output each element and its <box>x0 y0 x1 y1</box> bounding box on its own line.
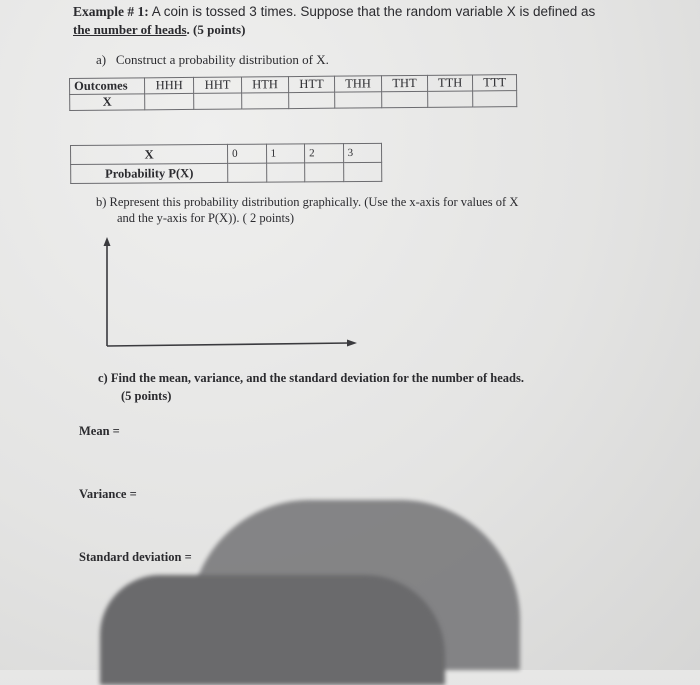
outcome-cell: HHH <box>145 77 194 93</box>
outcomes-header: Outcomes <box>70 78 145 95</box>
outcome-cell: HHT <box>194 77 242 93</box>
x-value-cell[interactable] <box>194 93 242 109</box>
outcome-cell: TTH <box>427 75 473 91</box>
probability-cell[interactable] <box>228 163 267 182</box>
probability-row <box>71 162 382 183</box>
x-value-cell[interactable] <box>427 91 473 107</box>
probability-cell[interactable] <box>343 162 382 181</box>
x-cell: 2 <box>304 144 343 163</box>
variance-label: Variance = <box>79 487 137 501</box>
problem-title: Example # 1: A coin is tossed 3 times. Suppose that the random variable X is defined as <box>73 4 596 19</box>
mean-label: Mean = <box>79 424 120 438</box>
hand-shadow-lower <box>100 575 445 685</box>
x-value-cell[interactable] <box>473 91 517 107</box>
x-cell: 0 <box>227 144 266 163</box>
x-header: X <box>71 144 228 164</box>
probability-cell[interactable] <box>305 163 344 182</box>
probability-table <box>70 143 382 184</box>
graph-axes <box>95 232 365 354</box>
probability-header: Probability P(X) <box>71 163 228 183</box>
outcomes-table <box>69 74 517 111</box>
outcome-cell: HTT <box>289 76 335 92</box>
outcome-cell: TTT <box>473 75 517 91</box>
x-values-row <box>70 91 517 111</box>
x-cell: 3 <box>343 143 382 162</box>
part-a-question: a) Construct a probability distribution of X. <box>96 52 329 67</box>
part-b-question: b) Represent this probability distribution graphically. (Use the x-axis for values of X <box>96 195 519 209</box>
outcome-cell: HTH <box>241 77 289 93</box>
x-axis-arrow-icon <box>347 340 357 347</box>
x-value-cell[interactable] <box>382 91 428 107</box>
x-row-header: X <box>70 94 145 111</box>
part-c-points: (5 points) <box>121 389 172 403</box>
outcome-cell: THT <box>382 75 428 91</box>
x-cell: 1 <box>266 144 305 163</box>
std-deviation-label: Standard deviation = <box>79 550 192 564</box>
x-value-cell[interactable] <box>241 93 289 109</box>
x-value-cell[interactable] <box>145 93 194 109</box>
x-axis <box>107 343 350 346</box>
problem-title-line2: the number of heads. (5 points) <box>73 22 246 37</box>
probability-cell[interactable] <box>266 163 305 182</box>
x-row <box>71 143 382 164</box>
outcome-cell: THH <box>334 76 382 92</box>
x-value-cell[interactable] <box>289 92 335 108</box>
x-value-cell[interactable] <box>334 92 382 108</box>
y-axis-arrow-icon <box>104 237 111 246</box>
part-b-question-line2: and the y-axis for P(X)). ( 2 points) <box>117 211 295 225</box>
part-c-question: c) Find the mean, variance, and the standard deviation for the number of heads. <box>98 371 524 385</box>
